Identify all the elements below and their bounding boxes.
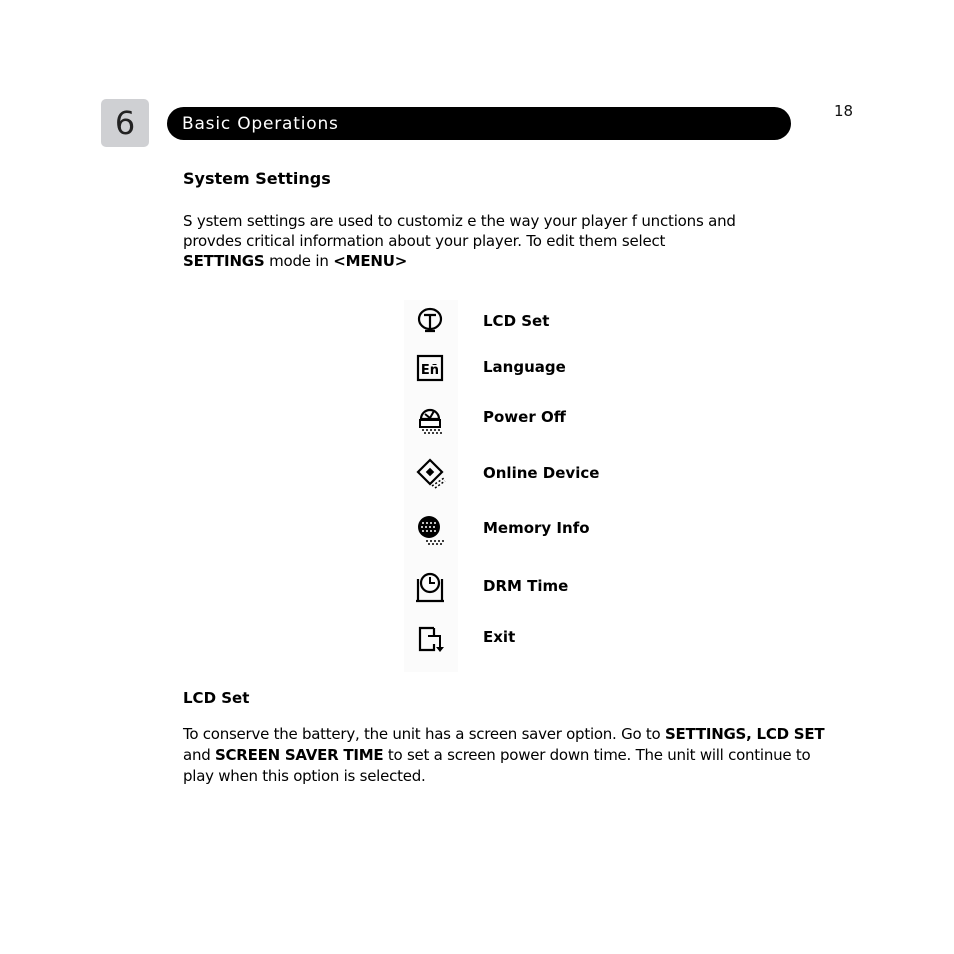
lcd-line-1-text: To conserve the battery, the unit has a screen saver option. Go to (183, 725, 665, 743)
lcd-line-2-text-b: to set a screen power down time. The unit will continue to (383, 746, 811, 764)
menu-item-memory-info (404, 509, 664, 549)
menu-keyword: <MENU> (333, 252, 408, 270)
svg-text:Eñ: Eñ (420, 363, 440, 378)
page-number: 18 (834, 102, 854, 120)
screen-saver-time-keyword: SCREEN SAVER TIME (215, 746, 384, 764)
chapter-number: 6 (114, 104, 136, 142)
menu-item-label: DRM Time (483, 577, 569, 595)
exit-icon (412, 620, 448, 656)
menu-item-drm-time (404, 567, 664, 607)
lcd-line-2 (183, 745, 833, 766)
menu-item-language (404, 348, 664, 388)
drm-time-icon (412, 569, 448, 605)
intro-line-1: S ystem settings are used to customiz e the way your player f unctions and (183, 212, 736, 230)
lcd-line-1 (183, 724, 833, 745)
menu-item-label: Language (483, 358, 566, 376)
lcd-set-paragraph (183, 724, 833, 787)
intro-paragraph (183, 211, 783, 271)
online-device-icon (412, 456, 448, 492)
chapter-header-bar (167, 107, 791, 140)
settings-lcd-set-keyword: SETTINGS, LCD SET (665, 725, 825, 743)
section-heading: System Settings (183, 169, 331, 188)
lcd-set-icon (412, 304, 448, 340)
chapter-title: Basic Operations (182, 113, 339, 134)
memory-info-icon (412, 511, 448, 547)
lcd-line-2-text-a: and (183, 746, 215, 764)
menu-item-lcd-set (404, 302, 664, 342)
chapter-number-badge (101, 99, 149, 147)
menu-item-power-off (404, 398, 664, 438)
lcd-line-3: play when this option is selected. (183, 767, 426, 785)
intro-line-3 (183, 251, 783, 271)
menu-item-exit (404, 618, 664, 658)
menu-item-label: Power Off (483, 408, 566, 426)
menu-item-label: Memory Info (483, 519, 590, 537)
language-icon (412, 350, 448, 386)
menu-item-label: LCD Set (483, 312, 550, 330)
intro-line-2: provdes critical information about your player. To edit them select (183, 232, 666, 250)
settings-keyword: SETTINGS (183, 252, 265, 270)
intro-line-3-text: mode in (264, 252, 334, 270)
settings-menu-list (404, 300, 664, 672)
menu-item-online-device (404, 454, 664, 494)
power-off-icon (412, 400, 448, 436)
menu-item-label: Online Device (483, 464, 600, 482)
lcd-set-heading: LCD Set (183, 689, 250, 707)
menu-item-label: Exit (483, 628, 516, 646)
